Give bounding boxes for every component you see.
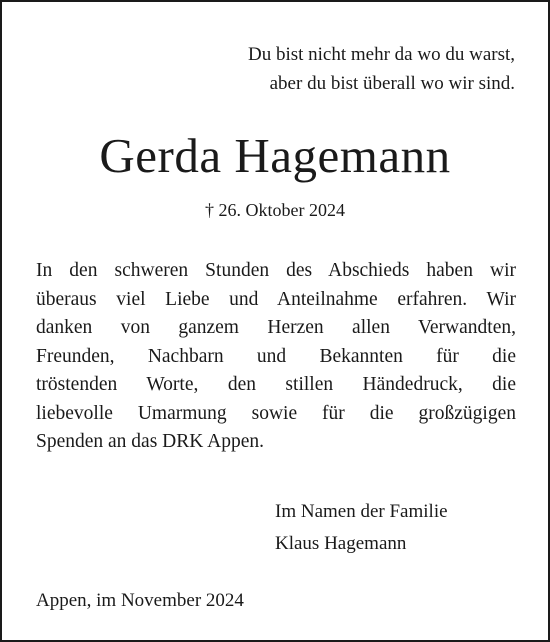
signature-block xyxy=(275,496,448,560)
message-line: Spenden an das DRK Appen. xyxy=(36,431,265,452)
motto-quote xyxy=(248,40,515,98)
message-line: überaus viel Liebe und Anteilnahme erfahren. Wir xyxy=(36,288,516,310)
place-and-date: Appen, im November 2024 xyxy=(36,590,244,611)
message-line: danken von ganzem Herzen allen Verwandten, xyxy=(36,317,516,338)
deceased-name: Gerda Hagemann xyxy=(99,128,451,183)
death-date: † 26. Oktober 2024 xyxy=(205,200,345,220)
signature-name: Klaus Hagemann xyxy=(275,533,407,554)
motto-line-2: aber du bist überall wo wir sind. xyxy=(269,73,515,94)
message-line: In den schweren Stunden des Abschieds haben wir xyxy=(36,260,516,281)
signature-line-1: Im Namen der Familie xyxy=(275,501,448,522)
message-line: tröstenden Worte, den stillen Händedruck, die xyxy=(36,374,516,395)
message-text xyxy=(36,257,516,457)
message-line: Freunden, Nachbarn und Bekannten für die xyxy=(36,345,516,367)
motto-line-1: Du bist nicht mehr da wo du warst, xyxy=(247,44,515,65)
message-line: liebevolle Umarmung sowie für die großzügigen xyxy=(36,402,516,424)
